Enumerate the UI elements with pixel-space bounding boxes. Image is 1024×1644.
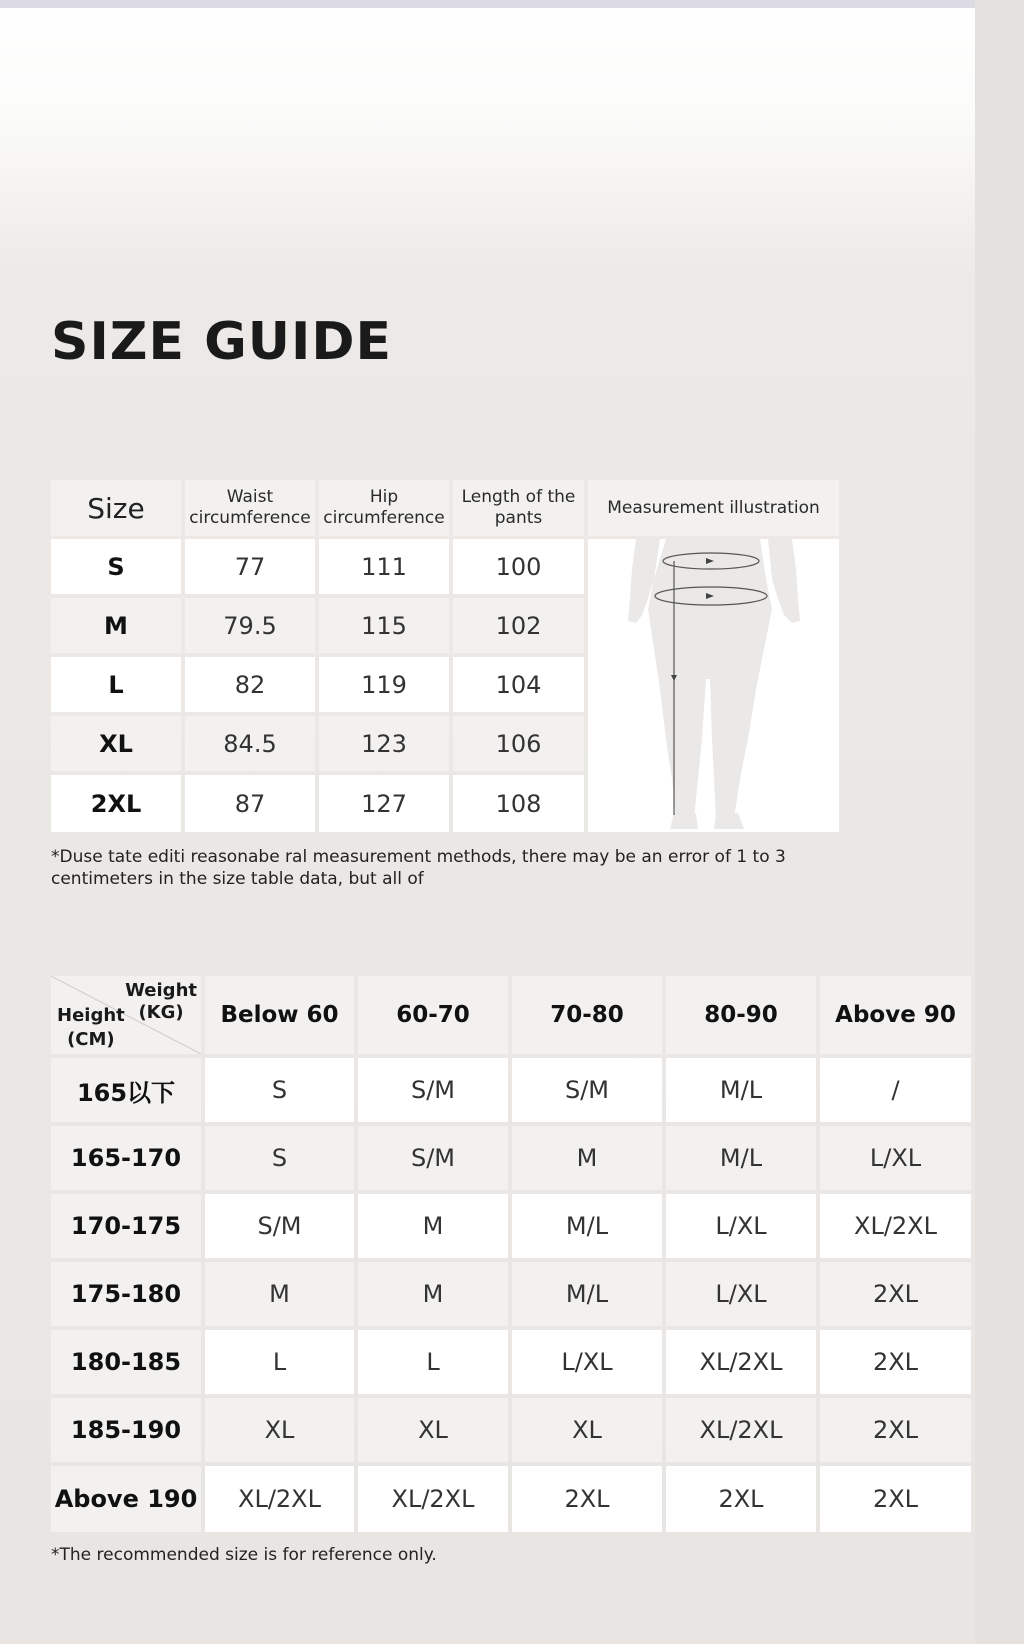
size-recommendation: L xyxy=(358,1330,508,1394)
size-recommendation: M/L xyxy=(512,1262,662,1326)
hip-cell: 111 xyxy=(319,539,449,594)
height-label: Above 190 xyxy=(51,1466,201,1532)
size-recommendation: M xyxy=(512,1126,662,1190)
size-recommendation: XL/2XL xyxy=(205,1466,354,1532)
recommendation-note: *The recommended size is for reference only. xyxy=(51,1545,437,1565)
size-note-line1: *Duse tate editi reasonabe ral measurement methods, there may be an error of 1 to 3 xyxy=(51,847,786,867)
length-cell: 104 xyxy=(453,657,584,712)
length-cell: 102 xyxy=(453,598,584,653)
size-recommendation: M/L xyxy=(512,1194,662,1258)
size-recommendation: 2XL xyxy=(820,1466,971,1532)
waist-cell: 84.5 xyxy=(185,716,315,771)
corner-height-label: Height (CM) xyxy=(57,1005,125,1050)
size-recommendation: L xyxy=(205,1330,354,1394)
size-recommendation: XL xyxy=(512,1398,662,1462)
height-label: 180-185 xyxy=(51,1330,201,1394)
size-recommendation: XL xyxy=(205,1398,354,1462)
size-recommendation: L/XL xyxy=(666,1194,816,1258)
header-size: Size xyxy=(51,480,181,536)
height-label: 165以下 xyxy=(51,1058,201,1122)
top-bar xyxy=(0,0,975,8)
size-recommendation: 2XL xyxy=(666,1466,816,1532)
length-cell: 108 xyxy=(453,775,584,832)
size-cell: L xyxy=(51,657,181,712)
size-recommendation: S/M xyxy=(205,1194,354,1258)
hip-cell: 115 xyxy=(319,598,449,653)
size-recommendation: XL/2XL xyxy=(820,1194,971,1258)
size-recommendation: M xyxy=(358,1194,508,1258)
waist-cell: 77 xyxy=(185,539,315,594)
corner-weight-label: Weight (KG) xyxy=(125,980,197,1023)
size-recommendation: L/XL xyxy=(820,1126,971,1190)
height-label: 165-170 xyxy=(51,1126,201,1190)
height-label: 185-190 xyxy=(51,1398,201,1462)
size-recommendation: S/M xyxy=(512,1058,662,1122)
size-recommendation: S/M xyxy=(358,1126,508,1190)
body-figure-icon xyxy=(588,539,839,832)
size-recommendation: XL/2XL xyxy=(358,1466,508,1532)
size-cell: M xyxy=(51,598,181,653)
weight-header: 70-80 xyxy=(512,976,662,1054)
header-waist: Waist circumference xyxy=(185,480,315,536)
header-illustration: Measurement illustration xyxy=(588,480,839,536)
waist-cell: 79.5 xyxy=(185,598,315,653)
size-recommendation: XL/2XL xyxy=(666,1398,816,1462)
size-recommendation: 2XL xyxy=(820,1398,971,1462)
size-recommendation: 2XL xyxy=(820,1262,971,1326)
size-recommendation: XL/2XL xyxy=(666,1330,816,1394)
hip-cell: 127 xyxy=(319,775,449,832)
weight-header: Above 90 xyxy=(820,976,971,1054)
size-recommendation: 2XL xyxy=(512,1466,662,1532)
size-recommendation: XL xyxy=(358,1398,508,1462)
height-label: 170-175 xyxy=(51,1194,201,1258)
size-cell: XL xyxy=(51,716,181,771)
right-edge xyxy=(975,0,1024,1644)
hip-cell: 123 xyxy=(319,716,449,771)
size-recommendation: / xyxy=(820,1058,971,1122)
weight-header: Below 60 xyxy=(205,976,354,1054)
weight-header: 80-90 xyxy=(666,976,816,1054)
height-label: 175-180 xyxy=(51,1262,201,1326)
waist-cell: 82 xyxy=(185,657,315,712)
length-cell: 100 xyxy=(453,539,584,594)
size-recommendation: M xyxy=(205,1262,354,1326)
hip-cell: 119 xyxy=(319,657,449,712)
header-length: Length of the pants xyxy=(453,480,584,536)
size-recommendation: L/XL xyxy=(666,1262,816,1326)
header-hip: Hip circumference xyxy=(319,480,449,536)
waist-cell: 87 xyxy=(185,775,315,832)
measurement-illustration xyxy=(588,539,839,832)
size-cell: 2XL xyxy=(51,775,181,832)
page-title: SIZE GUIDE xyxy=(51,312,393,372)
size-recommendation: M/L xyxy=(666,1126,816,1190)
size-cell: S xyxy=(51,539,181,594)
size-recommendation: M/L xyxy=(666,1058,816,1122)
size-recommendation: S xyxy=(205,1058,354,1122)
size-recommendation: S/M xyxy=(358,1058,508,1122)
table-corner xyxy=(51,976,201,1054)
length-cell: 106 xyxy=(453,716,584,771)
size-recommendation: M xyxy=(358,1262,508,1326)
size-recommendation: L/XL xyxy=(512,1330,662,1394)
size-recommendation: S xyxy=(205,1126,354,1190)
size-recommendation: 2XL xyxy=(820,1330,971,1394)
weight-header: 60-70 xyxy=(358,976,508,1054)
size-note-line2: centimeters in the size table data, but all of xyxy=(51,869,424,889)
